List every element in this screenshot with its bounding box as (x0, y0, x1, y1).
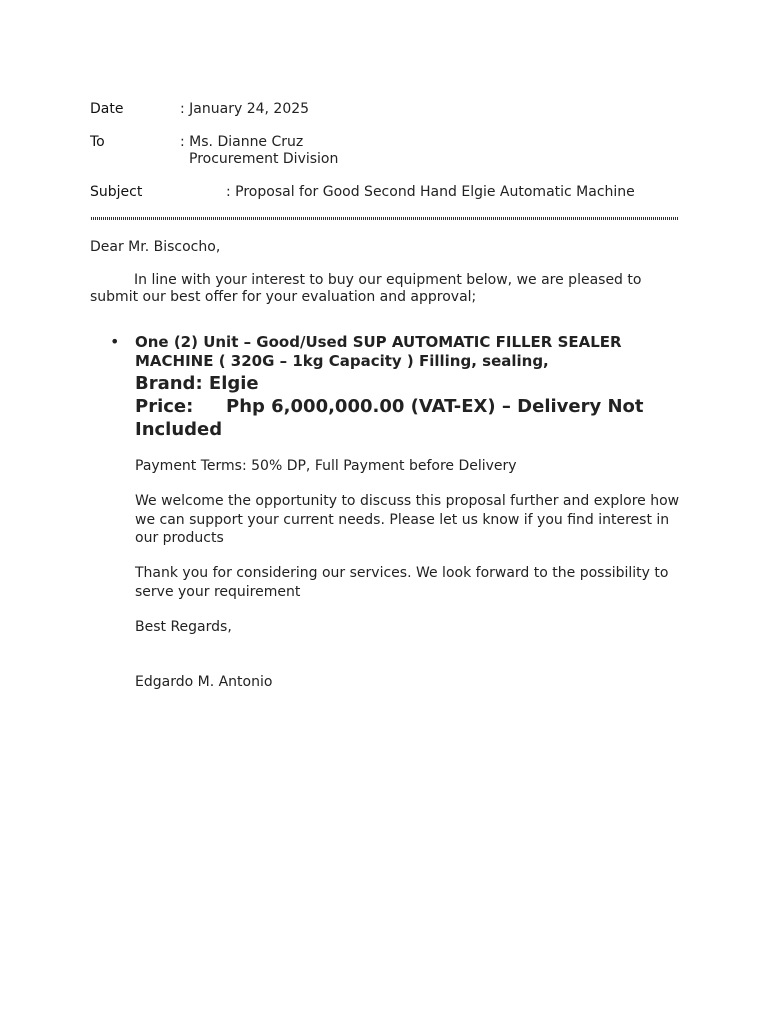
date-value: : January 24, 2025 (180, 101, 310, 117)
price-value-continued: Included (135, 419, 223, 440)
bullet-marker: • (110, 332, 120, 351)
price-label: Price: (135, 396, 194, 417)
welcome-line-2: we can support your current needs. Please let us know if you find interest in (135, 512, 670, 528)
item-description-line-2: MACHINE ( 320G – 1kg Capacity ) Filling, sealing, (135, 352, 549, 370)
recipient-name: : Ms. Dianne Cruz (180, 134, 304, 150)
header-divider (91, 217, 678, 220)
welcome-line-3: our products (135, 530, 224, 546)
to-label: To (90, 134, 105, 150)
payment-terms: Payment Terms: 50% DP, Full Payment before Delivery (135, 458, 517, 474)
welcome-line-1: We welcome the opportunity to discuss this proposal further and explore how (135, 493, 680, 509)
thanks-line-1: Thank you for considering our services. We look forward to the possibility to (135, 565, 669, 581)
intro-line-1: In line with your interest to buy our equipment below, we are pleased to (134, 272, 642, 288)
intro-line-2: submit our best offer for your evaluation and approval; (90, 289, 477, 305)
salutation: Dear Mr. Biscocho, (90, 239, 221, 255)
thanks-line-2: serve your requirement (135, 584, 301, 600)
item-description-line-1: One (2) Unit – Good/Used SUP AUTOMATIC FILLER SEALER (135, 333, 622, 351)
subject-value: : Proposal for Good Second Hand Elgie Automatic Machine (226, 184, 635, 200)
signatory-name: Edgardo M. Antonio (135, 674, 273, 690)
price-value: Php 6,000,000.00 (VAT-EX) – Delivery Not (226, 396, 644, 417)
subject-label: Subject (90, 184, 143, 200)
item-brand: Brand: Elgie (135, 373, 259, 394)
recipient-division: Procurement Division (189, 151, 339, 167)
closing: Best Regards, (135, 619, 232, 635)
date-label: Date (90, 101, 124, 117)
